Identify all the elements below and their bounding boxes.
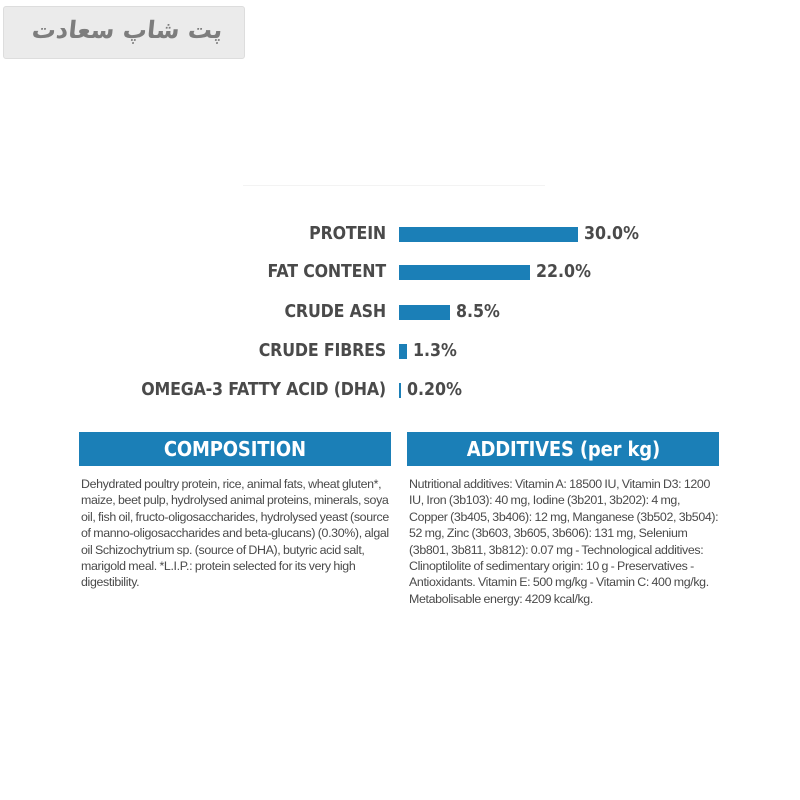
composition-title: COMPOSITION: [164, 437, 306, 461]
nutrient-bar-chart: [0, 212, 800, 412]
bar-label: CRUDE ASH: [284, 301, 386, 322]
composition-text: Dehydrated poultry protein, rice, animal fats, wheat gluten*, maize, beet pulp, hydrolysed animal proteins, minerals, soya oil, fish oil, fructo-oligosaccharides, hydrolysed yeast (source of manno-oligosaccharides and beta-glucans) (0.30%), algal oil Schizochytrium sp. (source of DHA), butyric acid salt, marigold meal. *L.I.P.: protein selected for its very high digestibility.: [81, 477, 389, 590]
additives-text: Nutritional additives: Vitamin A: 18500 IU, Vitamin D3: 1200 IU, Iron (3b103): 40 mg, Iodine (3b201, 3b202): 4 mg, Copper (3b405, 3b406): 12 mg, Manganese (3b502, 3b504): 52 mg, Zinc (3b603, 3b605, 3b606): 131 mg, Selenium (3b801, 3b811, 3b812): 0.07 mg - Technological additives: Clinoptilolite of sedimentary origin: 10 g - Preservatives - Antioxidants. Vitamin E: 500 mg/kg - Vitamin C: 400 mg/kg. Metabolisable energy: 4209 kcal/kg.: [409, 477, 719, 606]
brand-watermark: [3, 6, 245, 59]
composition-header: [79, 432, 391, 466]
bar: [399, 265, 530, 280]
bar: [399, 227, 578, 242]
bar-label: OMEGA-3 FATTY ACID (DHA): [141, 379, 386, 400]
composition-panel: [79, 432, 391, 591]
bar-value-label: 30.0%: [583, 223, 639, 244]
additives-title: ADDITIVES (per kg): [466, 437, 660, 461]
additives-panel: [407, 432, 719, 607]
bar-value-label: 0.20%: [407, 379, 462, 400]
bar-label: CRUDE FIBRES: [258, 340, 386, 361]
brand-name: پت شاپ سعادت: [30, 16, 224, 44]
bar-value-label: 22.0%: [535, 261, 591, 282]
additives-header: [407, 432, 719, 466]
divider: [243, 185, 545, 186]
bar: [399, 344, 407, 359]
bar-label: PROTEIN: [309, 223, 386, 244]
bar-label: FAT CONTENT: [267, 261, 386, 282]
bar: [399, 383, 401, 398]
bar: [399, 305, 450, 320]
bar-value-label: 1.3%: [412, 340, 457, 361]
bar-value-label: 8.5%: [455, 301, 500, 322]
